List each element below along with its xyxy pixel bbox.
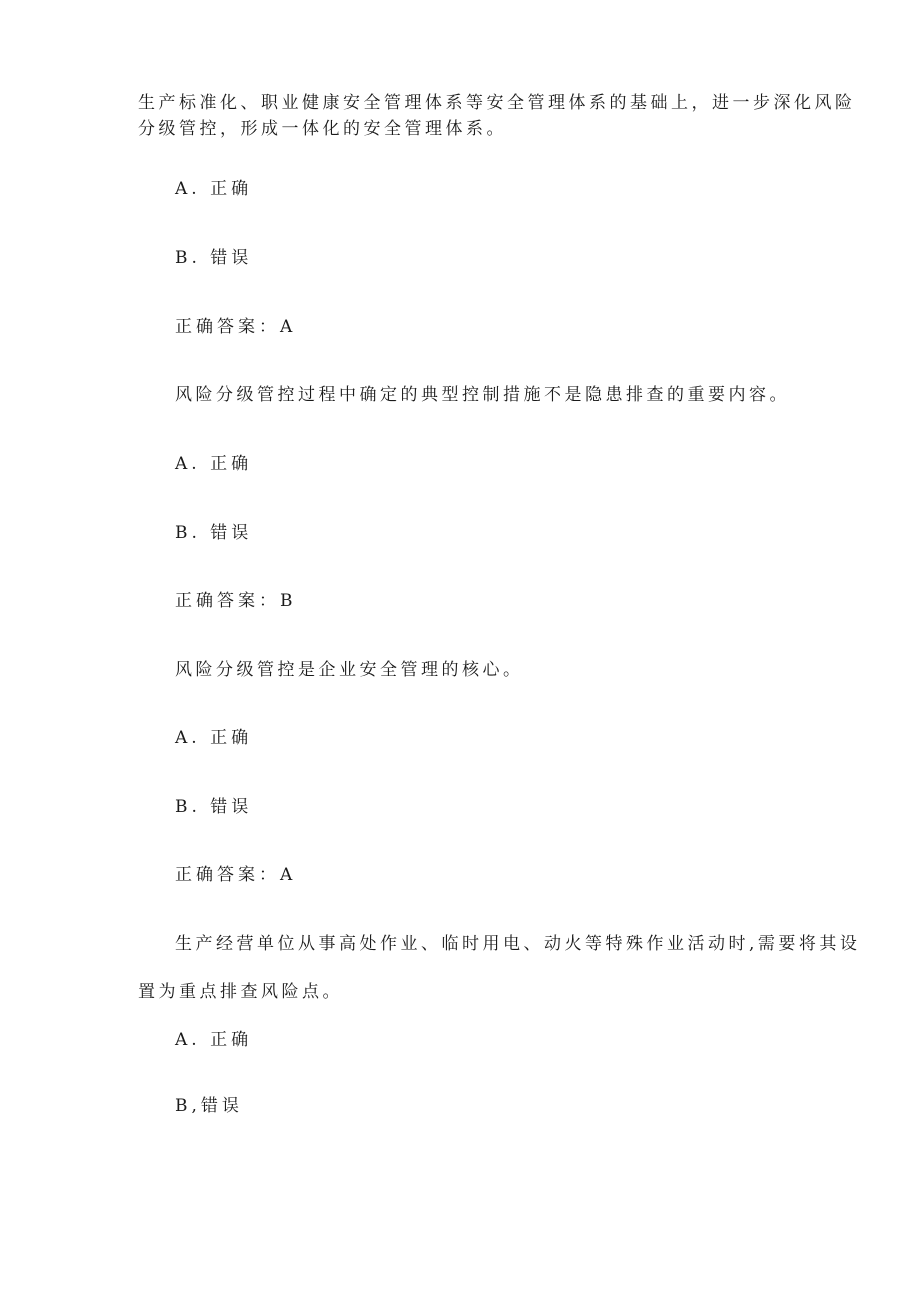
question-2-option-a: A. 正确	[175, 454, 253, 474]
question-3-option-a: A. 正确	[175, 728, 253, 748]
question-1-option-a: A. 正确	[175, 179, 253, 199]
question-2-answer: 正确答案：B	[175, 591, 297, 611]
question-1-answer: 正确答案：A	[175, 317, 297, 337]
question-3-answer: 正确答案：A	[175, 865, 297, 885]
question-4-option-b: B,错误	[175, 1096, 243, 1116]
question-1-line-2: 分级管控，形成一体化的安全管理体系。	[138, 119, 507, 139]
question-4-option-a: A. 正确	[175, 1030, 253, 1050]
question-3-option-b: B. 错误	[175, 797, 253, 817]
question-4-line-1: 生产经营单位从事高处作业、临时用电、动火等特殊作业活动时,需要将其设	[175, 934, 861, 954]
question-1-option-b: B. 错误	[175, 248, 253, 268]
question-2-line-1: 风险分级管控过程中确定的典型控制措施不是隐患排查的重要内容。	[175, 385, 790, 405]
question-3-line-1: 风险分级管控是企业安全管理的核心。	[175, 660, 524, 680]
question-4-line-2: 置为重点排查风险点。	[138, 982, 343, 1002]
question-2-option-b: B. 错误	[175, 523, 253, 543]
question-1-line-1: 生产标准化、职业健康安全管理体系等安全管理体系的基础上，进一步深化风险	[138, 93, 856, 113]
